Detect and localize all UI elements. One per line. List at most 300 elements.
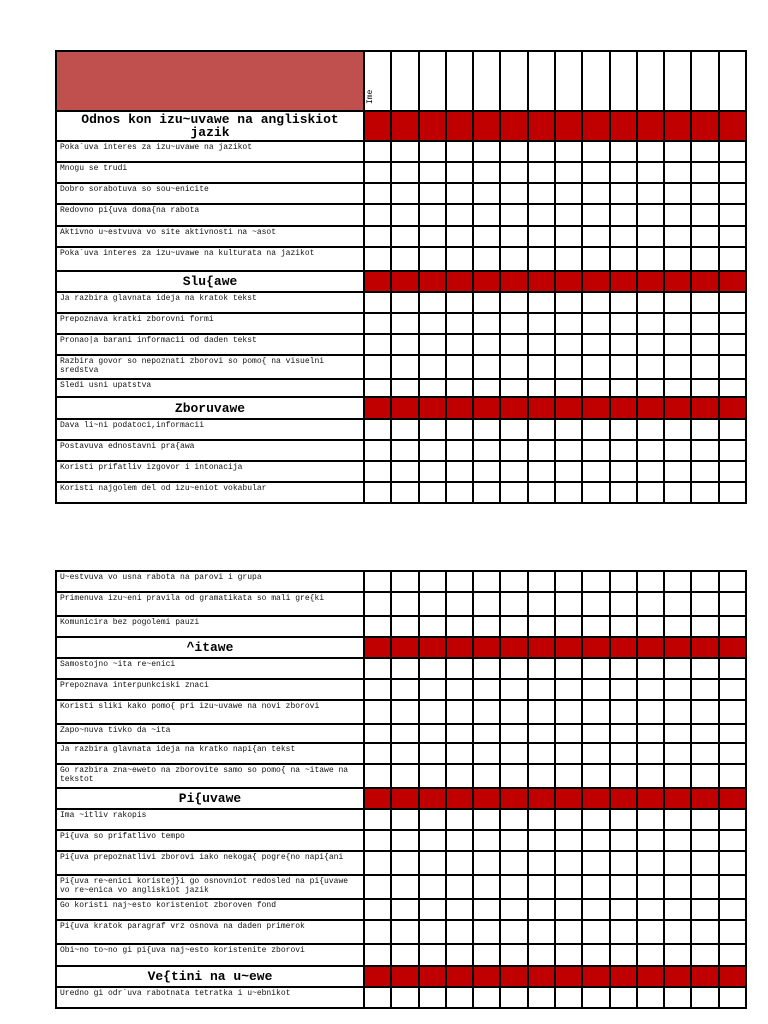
student-name-cell[interactable] xyxy=(582,51,609,111)
grade-cell[interactable] xyxy=(582,679,609,700)
grade-cell[interactable] xyxy=(473,482,500,503)
grade-cell[interactable] xyxy=(473,419,500,440)
grade-cell[interactable] xyxy=(528,658,555,679)
student-name-cell[interactable] xyxy=(637,51,664,111)
grade-cell[interactable] xyxy=(473,355,500,379)
grade-cell[interactable] xyxy=(637,461,664,482)
student-name-cell[interactable] xyxy=(610,51,637,111)
grade-cell[interactable] xyxy=(528,379,555,397)
grade-cell[interactable] xyxy=(528,592,555,616)
grade-cell[interactable] xyxy=(691,226,718,247)
student-name-cell[interactable] xyxy=(719,51,746,111)
grade-cell[interactable] xyxy=(610,355,637,379)
grade-cell[interactable] xyxy=(691,743,718,764)
grade-cell[interactable] xyxy=(582,920,609,944)
grade-cell[interactable] xyxy=(364,830,391,851)
grade-cell[interactable] xyxy=(637,809,664,830)
grade-cell[interactable] xyxy=(528,899,555,920)
grade-cell[interactable] xyxy=(364,899,391,920)
grade-cell[interactable] xyxy=(555,851,582,875)
grade-cell[interactable] xyxy=(446,204,473,226)
grade-cell[interactable] xyxy=(555,592,582,616)
grade-cell[interactable] xyxy=(582,162,609,183)
grade-cell[interactable] xyxy=(582,764,609,788)
grade-cell[interactable] xyxy=(555,482,582,503)
grade-cell[interactable] xyxy=(391,616,418,637)
grade-cell[interactable] xyxy=(446,724,473,743)
grade-cell[interactable] xyxy=(500,944,527,966)
grade-cell[interactable] xyxy=(637,482,664,503)
grade-cell[interactable] xyxy=(555,809,582,830)
grade-cell[interactable] xyxy=(691,987,718,1008)
grade-cell[interactable] xyxy=(664,334,691,355)
grade-cell[interactable] xyxy=(419,851,446,875)
grade-cell[interactable] xyxy=(364,875,391,899)
grade-cell[interactable] xyxy=(419,679,446,700)
grade-cell[interactable] xyxy=(500,724,527,743)
grade-cell[interactable] xyxy=(637,292,664,313)
grade-cell[interactable] xyxy=(500,334,527,355)
grade-cell[interactable] xyxy=(528,162,555,183)
grade-cell[interactable] xyxy=(719,830,746,851)
grade-cell[interactable] xyxy=(555,379,582,397)
grade-cell[interactable] xyxy=(391,658,418,679)
student-name-cell[interactable] xyxy=(691,51,718,111)
grade-cell[interactable] xyxy=(582,419,609,440)
grade-cell[interactable] xyxy=(419,141,446,162)
grade-cell[interactable] xyxy=(664,899,691,920)
grade-cell[interactable] xyxy=(719,482,746,503)
grade-cell[interactable] xyxy=(391,334,418,355)
grade-cell[interactable] xyxy=(719,571,746,592)
grade-cell[interactable] xyxy=(691,183,718,204)
grade-cell[interactable] xyxy=(582,440,609,461)
grade-cell[interactable] xyxy=(446,875,473,899)
grade-cell[interactable] xyxy=(555,334,582,355)
grade-cell[interactable] xyxy=(691,679,718,700)
grade-cell[interactable] xyxy=(691,379,718,397)
grade-cell[interactable] xyxy=(473,700,500,724)
grade-cell[interactable] xyxy=(391,440,418,461)
grade-cell[interactable] xyxy=(555,830,582,851)
grade-cell[interactable] xyxy=(610,379,637,397)
grade-cell[interactable] xyxy=(419,334,446,355)
grade-cell[interactable] xyxy=(691,292,718,313)
grade-cell[interactable] xyxy=(500,379,527,397)
grade-cell[interactable] xyxy=(582,658,609,679)
grade-cell[interactable] xyxy=(528,334,555,355)
grade-cell[interactable] xyxy=(473,247,500,271)
grade-cell[interactable] xyxy=(364,616,391,637)
grade-cell[interactable] xyxy=(500,809,527,830)
grade-cell[interactable] xyxy=(446,226,473,247)
student-name-cell[interactable] xyxy=(528,51,555,111)
grade-cell[interactable] xyxy=(664,875,691,899)
grade-cell[interactable] xyxy=(582,379,609,397)
grade-cell[interactable] xyxy=(500,313,527,334)
grade-cell[interactable] xyxy=(719,851,746,875)
grade-cell[interactable] xyxy=(473,226,500,247)
grade-cell[interactable] xyxy=(419,700,446,724)
grade-cell[interactable] xyxy=(419,658,446,679)
grade-cell[interactable] xyxy=(664,809,691,830)
grade-cell[interactable] xyxy=(528,183,555,204)
grade-cell[interactable] xyxy=(610,809,637,830)
grade-cell[interactable] xyxy=(446,141,473,162)
grade-cell[interactable] xyxy=(364,679,391,700)
grade-cell[interactable] xyxy=(691,355,718,379)
grade-cell[interactable] xyxy=(555,875,582,899)
grade-cell[interactable] xyxy=(610,183,637,204)
grade-cell[interactable] xyxy=(446,571,473,592)
grade-cell[interactable] xyxy=(528,743,555,764)
grade-cell[interactable] xyxy=(473,204,500,226)
grade-cell[interactable] xyxy=(500,571,527,592)
grade-cell[interactable] xyxy=(610,875,637,899)
grade-cell[interactable] xyxy=(419,724,446,743)
grade-cell[interactable] xyxy=(419,920,446,944)
grade-cell[interactable] xyxy=(364,920,391,944)
grade-cell[interactable] xyxy=(419,809,446,830)
grade-cell[interactable] xyxy=(610,571,637,592)
grade-cell[interactable] xyxy=(364,944,391,966)
grade-cell[interactable] xyxy=(637,830,664,851)
grade-cell[interactable] xyxy=(446,419,473,440)
grade-cell[interactable] xyxy=(555,247,582,271)
grade-cell[interactable] xyxy=(391,987,418,1008)
grade-cell[interactable] xyxy=(691,592,718,616)
grade-cell[interactable] xyxy=(582,743,609,764)
grade-cell[interactable] xyxy=(582,141,609,162)
grade-cell[interactable] xyxy=(555,679,582,700)
grade-cell[interactable] xyxy=(610,616,637,637)
grade-cell[interactable] xyxy=(364,204,391,226)
grade-cell[interactable] xyxy=(719,944,746,966)
grade-cell[interactable] xyxy=(364,571,391,592)
grade-cell[interactable] xyxy=(446,944,473,966)
grade-cell[interactable] xyxy=(528,292,555,313)
grade-cell[interactable] xyxy=(719,616,746,637)
grade-cell[interactable] xyxy=(500,700,527,724)
grade-cell[interactable] xyxy=(473,724,500,743)
grade-cell[interactable] xyxy=(419,379,446,397)
grade-cell[interactable] xyxy=(391,313,418,334)
grade-cell[interactable] xyxy=(582,355,609,379)
student-name-cell[interactable] xyxy=(473,51,500,111)
grade-cell[interactable] xyxy=(391,809,418,830)
grade-cell[interactable] xyxy=(555,183,582,204)
grade-cell[interactable] xyxy=(610,944,637,966)
grade-cell[interactable] xyxy=(610,592,637,616)
grade-cell[interactable] xyxy=(664,440,691,461)
grade-cell[interactable] xyxy=(446,355,473,379)
grade-cell[interactable] xyxy=(582,987,609,1008)
grade-cell[interactable] xyxy=(664,700,691,724)
grade-cell[interactable] xyxy=(473,571,500,592)
grade-cell[interactable] xyxy=(419,419,446,440)
grade-cell[interactable] xyxy=(691,141,718,162)
grade-cell[interactable] xyxy=(664,204,691,226)
grade-cell[interactable] xyxy=(582,183,609,204)
grade-cell[interactable] xyxy=(664,944,691,966)
grade-cell[interactable] xyxy=(391,743,418,764)
grade-cell[interactable] xyxy=(719,764,746,788)
grade-cell[interactable] xyxy=(582,313,609,334)
grade-cell[interactable] xyxy=(610,162,637,183)
grade-cell[interactable] xyxy=(664,571,691,592)
grade-cell[interactable] xyxy=(555,355,582,379)
grade-cell[interactable] xyxy=(500,920,527,944)
grade-cell[interactable] xyxy=(391,226,418,247)
grade-cell[interactable] xyxy=(582,616,609,637)
grade-cell[interactable] xyxy=(446,461,473,482)
grade-cell[interactable] xyxy=(719,141,746,162)
grade-cell[interactable] xyxy=(528,851,555,875)
grade-cell[interactable] xyxy=(500,419,527,440)
grade-cell[interactable] xyxy=(691,875,718,899)
grade-cell[interactable] xyxy=(637,162,664,183)
grade-cell[interactable] xyxy=(719,875,746,899)
grade-cell[interactable] xyxy=(419,162,446,183)
grade-cell[interactable] xyxy=(528,313,555,334)
grade-cell[interactable] xyxy=(637,851,664,875)
grade-cell[interactable] xyxy=(610,247,637,271)
grade-cell[interactable] xyxy=(691,440,718,461)
grade-cell[interactable] xyxy=(391,355,418,379)
grade-cell[interactable] xyxy=(528,247,555,271)
grade-cell[interactable] xyxy=(446,851,473,875)
grade-cell[interactable] xyxy=(446,700,473,724)
grade-cell[interactable] xyxy=(637,183,664,204)
grade-cell[interactable] xyxy=(473,679,500,700)
grade-cell[interactable] xyxy=(582,851,609,875)
grade-cell[interactable] xyxy=(610,830,637,851)
grade-cell[interactable] xyxy=(691,162,718,183)
grade-cell[interactable] xyxy=(391,204,418,226)
grade-cell[interactable] xyxy=(446,658,473,679)
grade-cell[interactable] xyxy=(364,482,391,503)
student-name-cell[interactable] xyxy=(446,51,473,111)
grade-cell[interactable] xyxy=(419,764,446,788)
grade-cell[interactable] xyxy=(664,616,691,637)
grade-cell[interactable] xyxy=(473,313,500,334)
grade-cell[interactable] xyxy=(473,292,500,313)
grade-cell[interactable] xyxy=(691,616,718,637)
grade-cell[interactable] xyxy=(391,700,418,724)
grade-cell[interactable] xyxy=(610,419,637,440)
grade-cell[interactable] xyxy=(637,592,664,616)
grade-cell[interactable] xyxy=(528,616,555,637)
grade-cell[interactable] xyxy=(637,616,664,637)
grade-cell[interactable] xyxy=(555,162,582,183)
grade-cell[interactable] xyxy=(582,899,609,920)
grade-cell[interactable] xyxy=(719,700,746,724)
grade-cell[interactable] xyxy=(419,616,446,637)
grade-cell[interactable] xyxy=(610,141,637,162)
grade-cell[interactable] xyxy=(719,809,746,830)
grade-cell[interactable] xyxy=(582,461,609,482)
student-name-cell[interactable] xyxy=(391,51,418,111)
grade-cell[interactable] xyxy=(446,830,473,851)
grade-cell[interactable] xyxy=(446,334,473,355)
grade-cell[interactable] xyxy=(610,679,637,700)
grade-cell[interactable] xyxy=(391,679,418,700)
grade-cell[interactable] xyxy=(391,292,418,313)
grade-cell[interactable] xyxy=(500,183,527,204)
grade-cell[interactable] xyxy=(446,183,473,204)
grade-cell[interactable] xyxy=(637,920,664,944)
student-name-cell[interactable] xyxy=(419,51,446,111)
grade-cell[interactable] xyxy=(419,987,446,1008)
grade-cell[interactable] xyxy=(555,899,582,920)
grade-cell[interactable] xyxy=(473,141,500,162)
grade-cell[interactable] xyxy=(500,440,527,461)
grade-cell[interactable] xyxy=(637,141,664,162)
grade-cell[interactable] xyxy=(637,724,664,743)
grade-cell[interactable] xyxy=(555,461,582,482)
grade-cell[interactable] xyxy=(719,204,746,226)
grade-cell[interactable] xyxy=(364,247,391,271)
grade-cell[interactable] xyxy=(528,987,555,1008)
grade-cell[interactable] xyxy=(364,743,391,764)
grade-cell[interactable] xyxy=(691,247,718,271)
grade-cell[interactable] xyxy=(364,658,391,679)
grade-cell[interactable] xyxy=(691,700,718,724)
grade-cell[interactable] xyxy=(719,419,746,440)
grade-cell[interactable] xyxy=(691,419,718,440)
grade-cell[interactable] xyxy=(473,987,500,1008)
grade-cell[interactable] xyxy=(391,875,418,899)
grade-cell[interactable] xyxy=(391,724,418,743)
grade-cell[interactable] xyxy=(664,920,691,944)
grade-cell[interactable] xyxy=(473,461,500,482)
grade-cell[interactable] xyxy=(446,313,473,334)
grade-cell[interactable] xyxy=(691,461,718,482)
grade-cell[interactable] xyxy=(473,592,500,616)
grade-cell[interactable] xyxy=(500,851,527,875)
grade-cell[interactable] xyxy=(664,247,691,271)
grade-cell[interactable] xyxy=(664,764,691,788)
grade-cell[interactable] xyxy=(664,461,691,482)
grade-cell[interactable] xyxy=(555,616,582,637)
grade-cell[interactable] xyxy=(473,440,500,461)
grade-cell[interactable] xyxy=(528,920,555,944)
grade-cell[interactable] xyxy=(446,764,473,788)
grade-cell[interactable] xyxy=(391,247,418,271)
grade-cell[interactable] xyxy=(637,987,664,1008)
grade-cell[interactable] xyxy=(664,743,691,764)
grade-cell[interactable] xyxy=(610,313,637,334)
grade-cell[interactable] xyxy=(691,851,718,875)
grade-cell[interactable] xyxy=(364,313,391,334)
grade-cell[interactable] xyxy=(664,679,691,700)
grade-cell[interactable] xyxy=(691,920,718,944)
grade-cell[interactable] xyxy=(637,247,664,271)
grade-cell[interactable] xyxy=(419,226,446,247)
grade-cell[interactable] xyxy=(610,899,637,920)
grade-cell[interactable] xyxy=(500,658,527,679)
grade-cell[interactable] xyxy=(473,616,500,637)
grade-cell[interactable] xyxy=(473,162,500,183)
grade-cell[interactable] xyxy=(391,851,418,875)
grade-cell[interactable] xyxy=(391,944,418,966)
grade-cell[interactable] xyxy=(419,743,446,764)
grade-cell[interactable] xyxy=(473,379,500,397)
grade-cell[interactable] xyxy=(391,379,418,397)
grade-cell[interactable] xyxy=(473,899,500,920)
grade-cell[interactable] xyxy=(582,204,609,226)
grade-cell[interactable] xyxy=(500,764,527,788)
grade-cell[interactable] xyxy=(391,461,418,482)
grade-cell[interactable] xyxy=(555,292,582,313)
grade-cell[interactable] xyxy=(364,851,391,875)
grade-cell[interactable] xyxy=(528,204,555,226)
grade-cell[interactable] xyxy=(719,658,746,679)
grade-cell[interactable] xyxy=(500,743,527,764)
grade-cell[interactable] xyxy=(419,482,446,503)
grade-cell[interactable] xyxy=(691,482,718,503)
grade-cell[interactable] xyxy=(364,226,391,247)
grade-cell[interactable] xyxy=(446,162,473,183)
grade-cell[interactable] xyxy=(555,920,582,944)
grade-cell[interactable] xyxy=(446,679,473,700)
grade-cell[interactable] xyxy=(555,743,582,764)
grade-cell[interactable] xyxy=(691,809,718,830)
grade-cell[interactable] xyxy=(446,247,473,271)
grade-cell[interactable] xyxy=(582,247,609,271)
grade-cell[interactable] xyxy=(610,764,637,788)
grade-cell[interactable] xyxy=(664,313,691,334)
student-name-cell[interactable] xyxy=(500,51,527,111)
grade-cell[interactable] xyxy=(419,247,446,271)
grade-cell[interactable] xyxy=(473,875,500,899)
grade-cell[interactable] xyxy=(637,875,664,899)
grade-cell[interactable] xyxy=(391,419,418,440)
grade-cell[interactable] xyxy=(528,830,555,851)
grade-cell[interactable] xyxy=(500,616,527,637)
grade-cell[interactable] xyxy=(500,592,527,616)
grade-cell[interactable] xyxy=(637,700,664,724)
grade-cell[interactable] xyxy=(610,987,637,1008)
grade-cell[interactable] xyxy=(391,899,418,920)
grade-cell[interactable] xyxy=(582,700,609,724)
grade-cell[interactable] xyxy=(610,292,637,313)
grade-cell[interactable] xyxy=(528,724,555,743)
grade-cell[interactable] xyxy=(500,987,527,1008)
grade-cell[interactable] xyxy=(473,334,500,355)
grade-cell[interactable] xyxy=(364,987,391,1008)
grade-cell[interactable] xyxy=(391,183,418,204)
grade-cell[interactable] xyxy=(419,875,446,899)
grade-cell[interactable] xyxy=(555,658,582,679)
grade-cell[interactable] xyxy=(582,724,609,743)
grade-cell[interactable] xyxy=(664,482,691,503)
grade-cell[interactable] xyxy=(719,379,746,397)
grade-cell[interactable] xyxy=(555,764,582,788)
grade-cell[interactable] xyxy=(691,944,718,966)
grade-cell[interactable] xyxy=(419,944,446,966)
grade-cell[interactable] xyxy=(391,141,418,162)
grade-cell[interactable] xyxy=(691,724,718,743)
grade-cell[interactable] xyxy=(664,419,691,440)
grade-cell[interactable] xyxy=(500,461,527,482)
grade-cell[interactable] xyxy=(419,440,446,461)
grade-cell[interactable] xyxy=(582,226,609,247)
grade-cell[interactable] xyxy=(637,658,664,679)
grade-cell[interactable] xyxy=(719,183,746,204)
grade-cell[interactable] xyxy=(500,482,527,503)
grade-cell[interactable] xyxy=(555,987,582,1008)
